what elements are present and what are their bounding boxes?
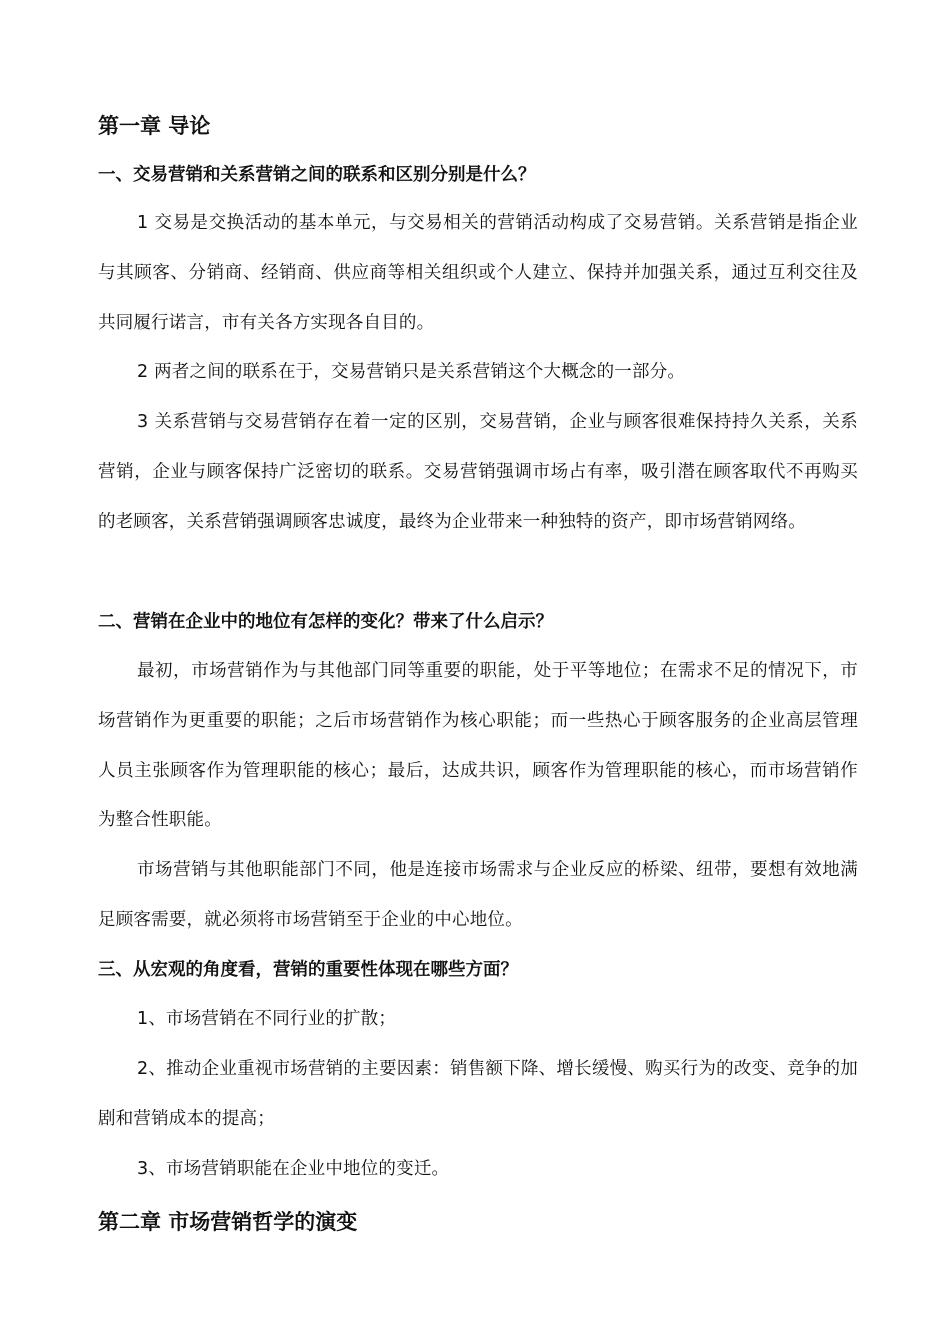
q1-paragraph-3: 3 关系营销与交易营销存在着一定的区别，交易营销，企业与顾客很难保持持久关系，关系营销，企业与顾客保持广泛密切的联系。交易营销强调市场占有率，吸引潜在顾客取代不再购买的老顾客，关系营销强调顾客忠诚度，最终为企业带来一种独特的资产，即市场营销网络。 (98, 412, 858, 532)
question-1-heading: 一、交易营销和关系营销之间的联系和区别分别是什么？ (98, 165, 536, 185)
q2-paragraph-2: 市场营销与其他职能部门不同，他是连接市场需求与企业反应的桥梁、纽带，要想有效地满足顾客需要，就必须将市场营销至于企业的中心地位。 (98, 860, 858, 930)
chapter-1-title: 第一章 导论 (98, 114, 211, 138)
question-2-heading: 二、营销在企业中的地位有怎样的变化？带来了什么启示？ (98, 612, 553, 632)
chapter-2-title: 第二章 市场营销哲学的演变 (98, 1210, 358, 1234)
q3-paragraph-3: 3、市场营销职能在企业中地位的变迁。 (137, 1159, 450, 1179)
q3-paragraph-2: 2、推动企业重视市场营销的主要因素：销售额下降、增长缓慢、购买行为的改变、竞争的加剧和营销成本的提高； (98, 1059, 858, 1129)
q1-paragraph-1: 1 交易是交换活动的基本单元，与交易相关的营销活动构成了交易营销。关系营销是指企业与其顾客、分销商、经销商、供应商等相关组织或个人建立、保持并加强关系，通过互利交往及共同履行诺言，市有关各方实现各自目的。 (98, 213, 858, 333)
q1-paragraph-2: 2 两者之间的联系在于，交易营销只是关系营销这个大概念的一部分。 (137, 362, 686, 382)
q3-paragraph-1: 1、市场营销在不同行业的扩散； (137, 1009, 397, 1029)
q2-paragraph-1: 最初，市场营销作为与其他部门同等重要的职能，处于平等地位；在需求不足的情况下，市场营销作为更重要的职能；之后市场营销作为核心职能；而一些热心于顾客服务的企业高层管理人员主张顾客作为管理职能的核心；最后，达成共识，顾客作为管理职能的核心，而市场营销作为整合性职能。 (98, 661, 858, 831)
question-3-heading: 三、从宏观的角度看，营销的重要性体现在哪些方面？ (98, 960, 518, 980)
